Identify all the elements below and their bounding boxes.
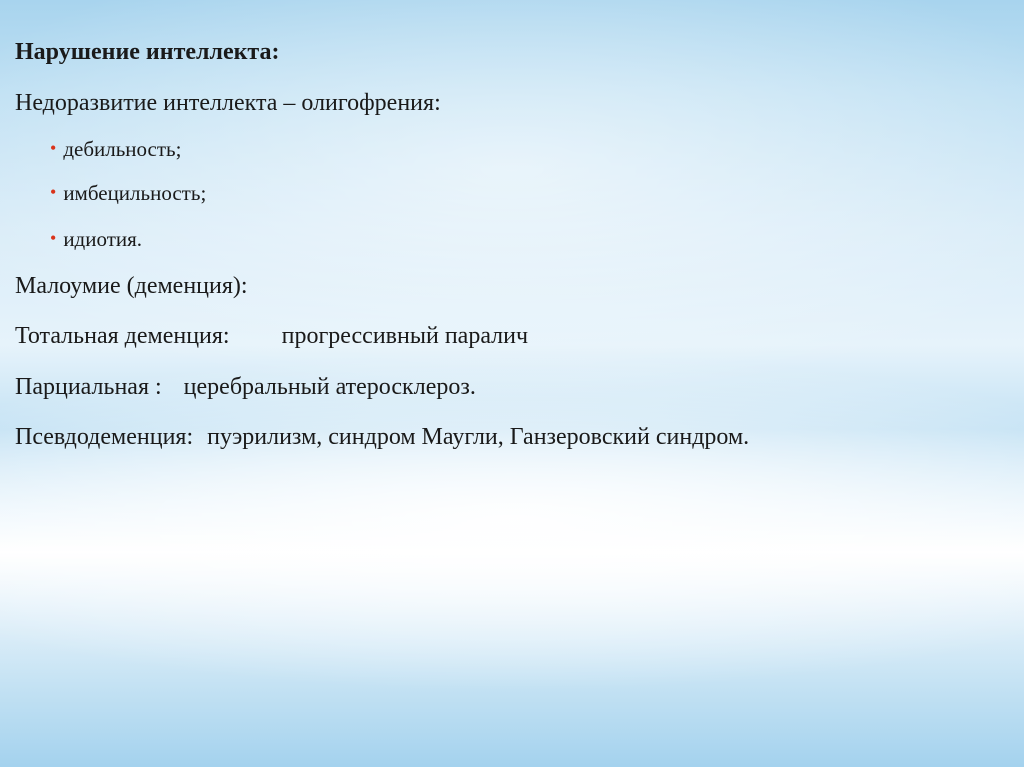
total-dementia-line: [15, 322, 528, 350]
dementia-line: Малоумие (деменция):: [15, 273, 248, 299]
bullet-dot-icon: •: [50, 228, 57, 248]
bullet-text: имбецильность;: [63, 181, 207, 205]
partial-dementia-value: церебральный атеросклероз.: [183, 374, 476, 400]
bullet-item: [50, 180, 206, 207]
partial-dementia-line: [15, 373, 476, 401]
pseudodementia-label: Псевдодеменция:: [15, 424, 194, 450]
bullet-dot-icon: •: [50, 182, 57, 202]
bullet-dot-icon: •: [50, 138, 57, 158]
bullet-text: дебильность;: [63, 137, 182, 161]
partial-dementia-label: Парциальная :: [15, 374, 162, 400]
total-dementia-label: Тотальная деменция:: [15, 323, 230, 349]
bullet-item: [50, 226, 142, 253]
slide-heading: Нарушение интеллекта:: [15, 39, 280, 65]
total-dementia-value: прогрессивный паралич: [281, 323, 529, 349]
pseudodementia-value: пуэрилизм, синдром Маугли, Ганзеровский синдром.: [207, 424, 750, 450]
bullet-item: [50, 136, 181, 163]
pseudodementia-line: [15, 423, 749, 451]
bullet-text: идиотия.: [63, 227, 143, 251]
oligophrenia-line: Недоразвитие интеллекта – олигофрения:: [15, 90, 441, 116]
